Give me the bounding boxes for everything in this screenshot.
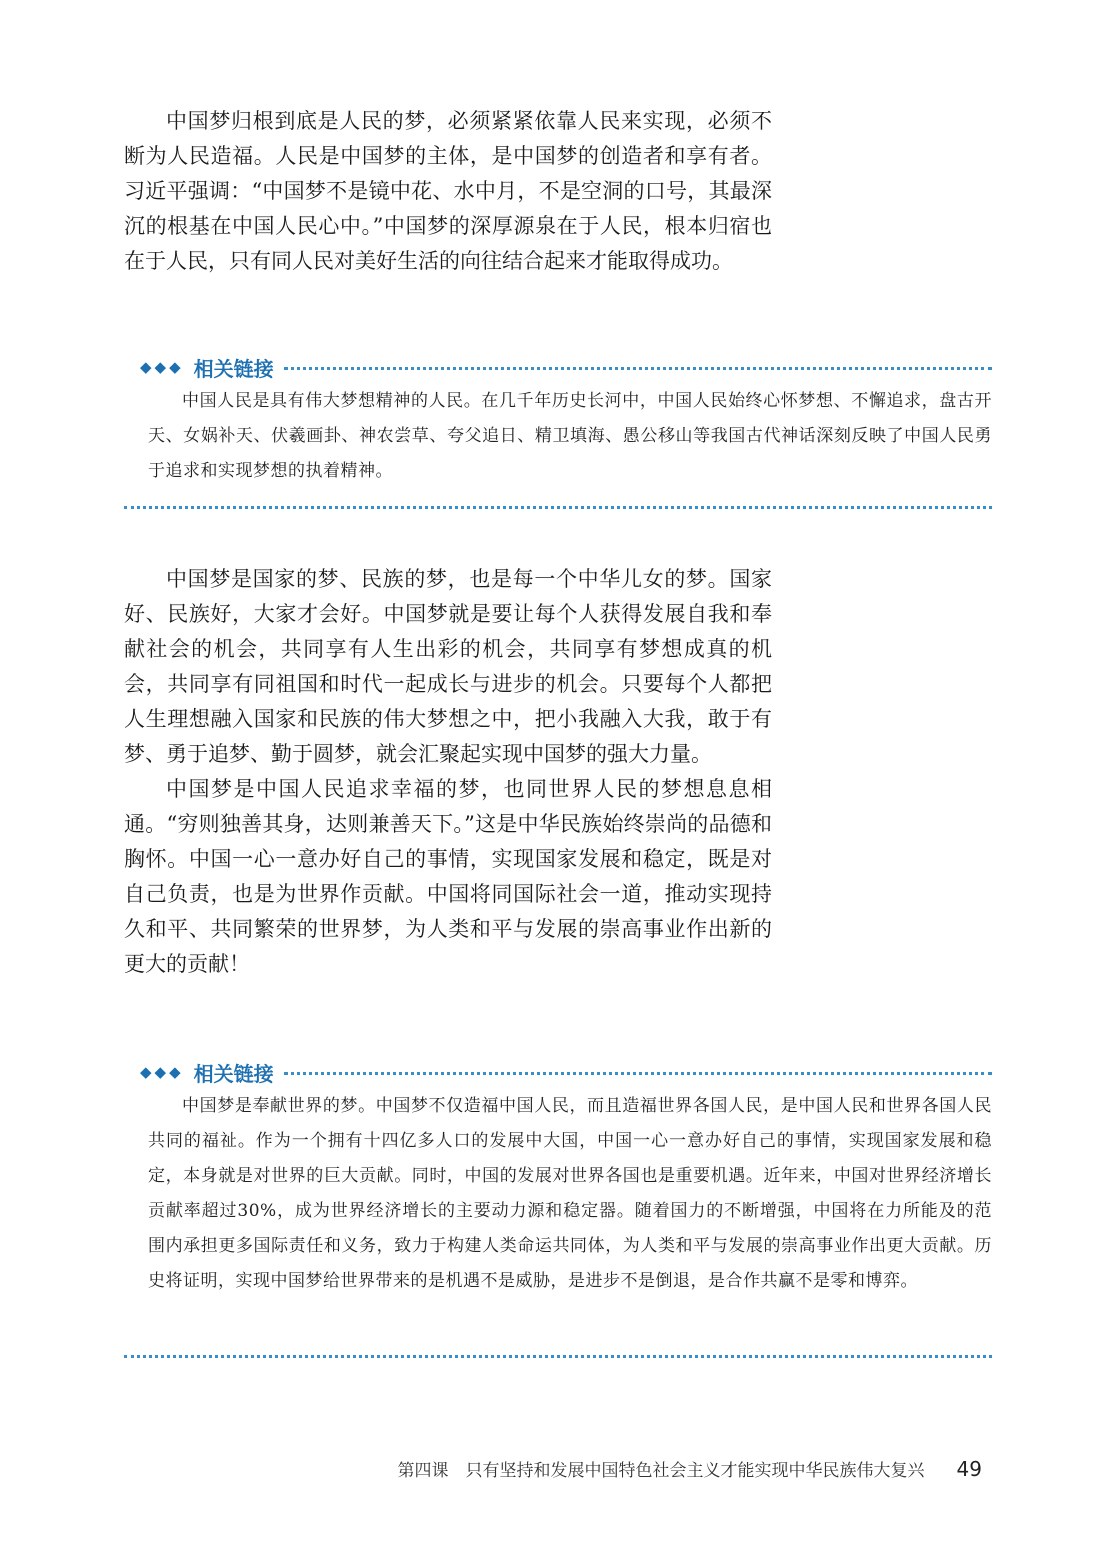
dotted-divider-bottom [124, 1355, 992, 1358]
mid-text-block [124, 562, 772, 982]
body-paragraph: 中国梦是国家的梦、民族的梦，也是每一个中华儿女的梦。国家好、民族好，大家才会好。中国梦就是要让每个人获得发展自我和奉献社会的机会，共同享有人生出彩的机会，共同享有梦想成真的机会，共同享有同祖国和时代一起成长与进步的机会。只要每个人都把人生理想融入国家和民族的伟大梦想之中，把小我融入大我，敢于有梦、勇于追梦、勤于圆梦，就会汇聚起实现中国梦的强大力量。 [124, 567, 772, 766]
related-link-header [140, 1057, 992, 1087]
body-paragraph: 中国梦归根到底是人民的梦，必须紧紧依靠人民来实现，必须不断为人民造福。人民是中国梦的主体，是中国梦的创造者和享有者。习近平强调：“中国梦不是镜中花、水中月，不是空洞的口号，其最深沉的根基在中国人民心中。”中国梦的深厚源泉在于人民，根本归宿也在于人民，只有同人民对美好生活的向往结合起来才能取得成功。 [124, 109, 772, 273]
diamond-bullets-icon: ◆◆◆ [140, 1063, 184, 1081]
body-paragraph: 中国梦是中国人民追求幸福的梦，也同世界人民的梦想息息相通。“穷则独善其身，达则兼善天下。”这是中华民族始终崇尚的品德和胸怀。中国一心一意办好自己的事情，实现国家发展和稳定，既是对自己负责，也是为世界作贡献。中国将同国际社会一道，推动实现持久和平、共同繁荣的世界梦，为人类和平与发展的崇高事业作出新的更大的贡献！ [124, 777, 772, 976]
chapter-title: 第四课 只有坚持和发展中国特色社会主义才能实现中华民族伟大复兴 [397, 1461, 925, 1481]
related-link-box-1 [140, 352, 992, 489]
dotted-divider [284, 367, 992, 370]
dotted-divider [284, 1072, 992, 1075]
related-link-text: 中国梦是奉献世界的梦。中国梦不仅造福中国人民，而且造福世界各国人民，是中国人民和世界各国人民共同的福祉。作为一个拥有十四亿多人口的发展中大国，中国一心一意办好自己的事情，实现国家发展和稳定，本身就是对世界的巨大贡献。同时，中国的发展对世界各国也是重要机遇。近年来，中国对世界经济增长贡献率超过30%，成为世界经济增长的主要动力源和稳定器。随着国力的不断增强，中国将在力所能及的范围内承担更多国际责任和义务，致力于构建人类命运共同体，为人类和平与发展的崇高事业作出更大贡献。历史将证明，实现中国梦给世界带来的是机遇不是威胁，是进步不是倒退，是合作共赢不是零和博弈。 [148, 1096, 992, 1291]
related-link-text: 中国人民是具有伟大梦想精神的人民。在几千年历史长河中，中国人民始终心怀梦想、不懈追求，盘古开天、女娲补天、伏羲画卦、神农尝草、夸父追日、精卫填海、愚公移山等我国古代神话深刻反映了中国人民勇于追求和实现梦想的执着精神。 [148, 391, 992, 481]
related-link-title: 相关链接 [193, 356, 274, 381]
related-link-box-2 [140, 1057, 992, 1299]
related-link-header [140, 352, 992, 382]
page-number: 49 [956, 1457, 982, 1481]
top-text-block [124, 104, 772, 279]
diamond-bullets-icon: ◆◆◆ [140, 358, 184, 376]
page-footer [398, 1456, 982, 1481]
related-link-title: 相关链接 [193, 1061, 274, 1086]
dotted-divider-bottom [124, 506, 992, 509]
